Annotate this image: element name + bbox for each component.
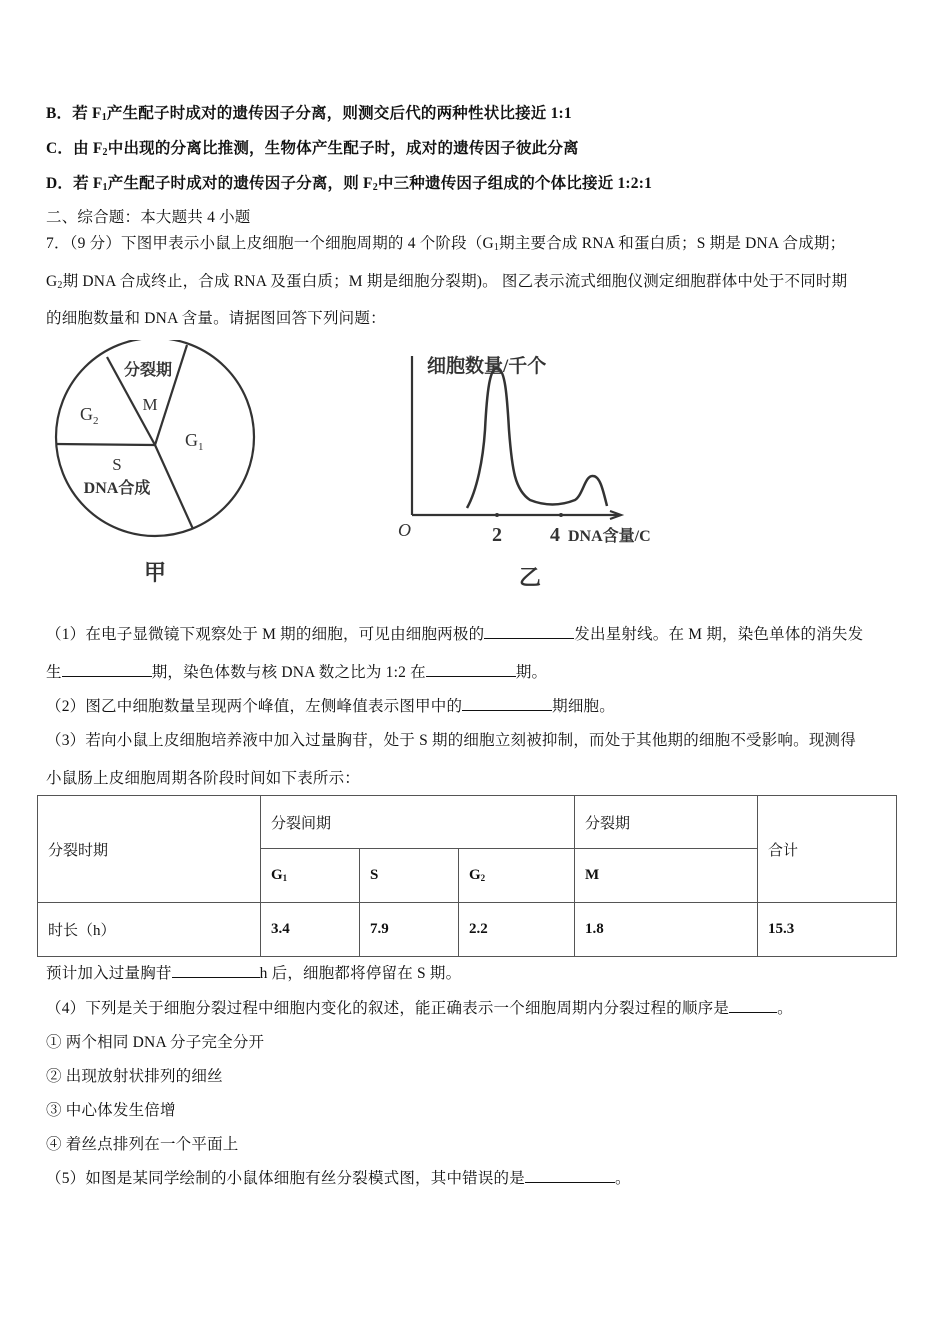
table-header-total: 合计 [758, 796, 897, 903]
table-phase-g2: $G_2$ [459, 849, 575, 903]
option-d-prefix: D．若 F [46, 175, 103, 192]
q4-end: 。 [777, 1000, 793, 1017]
table-duration-g2: 2.2 [459, 903, 575, 957]
table-header-period: 分裂时期 [38, 796, 261, 903]
q3-after-text-b: h 后，细胞都将停留在 S 期。 [259, 965, 462, 982]
q4-item-4: ④ 着丝点排列在一个平面上 [46, 1136, 239, 1153]
q5-end: 。 [614, 1170, 631, 1187]
tick-4-dot [559, 513, 563, 517]
divider-s-g1 [155, 445, 193, 529]
subscript: 1 [102, 182, 108, 193]
q7-line2-b: 期 DNA 合成终止，合成 RNA 及蛋白质；M 期是细胞分裂期)。 图乙表示流式细胞仪测定细胞群体中处于不同时期 [62, 273, 848, 290]
subscript: 1 [101, 112, 107, 123]
table-phase-g1: $G_1$ [261, 849, 360, 903]
q2-text-b: 期细胞。 [552, 698, 615, 715]
option-c [46, 136, 579, 158]
option-b-prefix: B．若 F [46, 105, 102, 122]
y-axis-label: 细胞数量/千个 [427, 356, 547, 377]
cell-cycle-table [37, 795, 897, 957]
option-b-text: 产生配子时成对的遗传因子分离，则测交后代的两种性状比接近 1:1 [106, 105, 572, 122]
q7-line2 [46, 269, 847, 291]
option-d [46, 171, 652, 193]
table-duration-g1: 3.4 [261, 903, 360, 957]
q4-text: （4）下列是关于细胞分裂过程中细胞内变化的叙述，能正确表示一个细胞周期内分裂过程的顺序是 [46, 1000, 730, 1017]
q3-line1: （3）若向小鼠上皮细胞培养液中加入过量胸苷，处于 S 期的细胞立刻被抑制，而处于其他期的细胞不受影响。现测得 [46, 732, 856, 749]
label-m-top: 分裂期 [123, 362, 173, 379]
q3-after [46, 961, 461, 983]
q1-text-e: 期。 [515, 664, 548, 681]
option-c-prefix: C．由 F [46, 140, 103, 157]
q1-blank-3[interactable] [426, 662, 516, 677]
q4-item-1: ① 两个相同 DNA 分子完全分开 [46, 1034, 265, 1051]
figure-yi-caption: 乙 [518, 565, 542, 590]
table-phase-s: S [360, 849, 459, 903]
q3-line2: 小鼠肠上皮细胞周期各阶段时间如下表所示： [46, 770, 361, 787]
q5-text: （5）如图是某同学绘制的小鼠体细胞有丝分裂模式图，其中错误的是 [46, 1170, 525, 1187]
q1-text-a: （1）在电子显微镜下观察处于 M 期的细胞，可见由细胞两极的 [46, 626, 485, 643]
q2-text-a: （2）图乙中细胞数量呈现两个峰值，左侧峰值表示图甲中的 [46, 698, 463, 715]
subscript: 2 [102, 147, 108, 158]
q1-text-d: 期，染色体数与核 DNA 数之比为 1:2 在 [151, 664, 426, 681]
q1-blank-2[interactable] [62, 662, 152, 677]
x-axis-label: DNA含量/C [568, 528, 651, 545]
figure-yi-line-chart [385, 340, 705, 590]
q3-blank[interactable] [172, 963, 260, 978]
option-c-text: 中出现的分离比推测，生物体产生配子时，成对的遗传因子彼此分离 [107, 140, 579, 157]
q4-blank[interactable] [729, 998, 777, 1013]
q7-line1-a: 7．（9 分）下图甲表示小鼠上皮细胞一个细胞周期的 4 个阶段（G [46, 235, 494, 252]
table-header-interphase: 分裂间期 [261, 796, 575, 849]
divider-g2-s [56, 444, 155, 445]
origin-label: O [398, 520, 411, 540]
table-duration-total: 15.3 [758, 903, 897, 957]
subscript: 2 [372, 182, 378, 193]
q5-line [46, 1166, 631, 1188]
table-duration-s: 7.9 [360, 903, 459, 957]
section-heading: 二、综合题：本大题共 4 小题 [46, 209, 251, 226]
option-d-text: 产生配子时成对的遗传因子分离，则 F [107, 175, 373, 192]
cell-count-curve [467, 368, 607, 508]
table-header-mitosis: 分裂期 [575, 796, 758, 849]
q1-blank-1[interactable] [484, 624, 574, 639]
subscript: 1 [493, 242, 500, 253]
label-g2: $G_2$ [80, 404, 99, 427]
q4-item-2: ② 出现放射状排列的细丝 [46, 1068, 223, 1085]
table-phase-m: M [575, 849, 758, 903]
label-s-desc: DNA合成 [83, 480, 151, 497]
label-s: S [112, 455, 122, 474]
table-duration-label: 时长（h） [38, 903, 261, 957]
q7-line1-b: 期主要合成 RNA 和蛋白质；S 期是 DNA 合成期； [499, 235, 846, 252]
x-tick-4: 4 [550, 524, 560, 546]
option-b [46, 101, 572, 123]
q7-line1 [46, 231, 845, 253]
q2-line [46, 694, 615, 716]
q7-line3: 的细胞数量和 DNA 含量。请据图回答下列问题： [46, 310, 386, 327]
q1-line1 [46, 622, 863, 644]
q1-text-b: 发出星射线。在 M 期，染色单体的消失发 [574, 626, 864, 643]
option-d-text2: 中三种遗传因子组成的个体比接近 1:2:1 [377, 175, 653, 192]
tick-2-dot [495, 513, 499, 517]
q5-blank[interactable] [525, 1168, 615, 1183]
q4-item-3: ③ 中心体发生倍增 [46, 1102, 176, 1119]
x-tick-2: 2 [492, 524, 502, 546]
q7-line2-a: G [46, 273, 58, 290]
figure-jia-caption: 甲 [143, 560, 167, 585]
divider-m-g1 [155, 345, 187, 445]
q3-after-text-a: 预计加入过量胸苷 [46, 965, 172, 982]
figure-jia-pie-chart [45, 340, 265, 590]
q1-line2 [46, 660, 547, 682]
q1-text-c: 生 [46, 664, 62, 681]
label-g1: $G_1$ [185, 430, 204, 453]
q4-line [46, 996, 793, 1018]
label-m: M [142, 395, 158, 414]
subscript: 2 [57, 280, 63, 291]
q2-blank[interactable] [462, 696, 552, 711]
table-duration-m: 1.8 [575, 903, 758, 957]
